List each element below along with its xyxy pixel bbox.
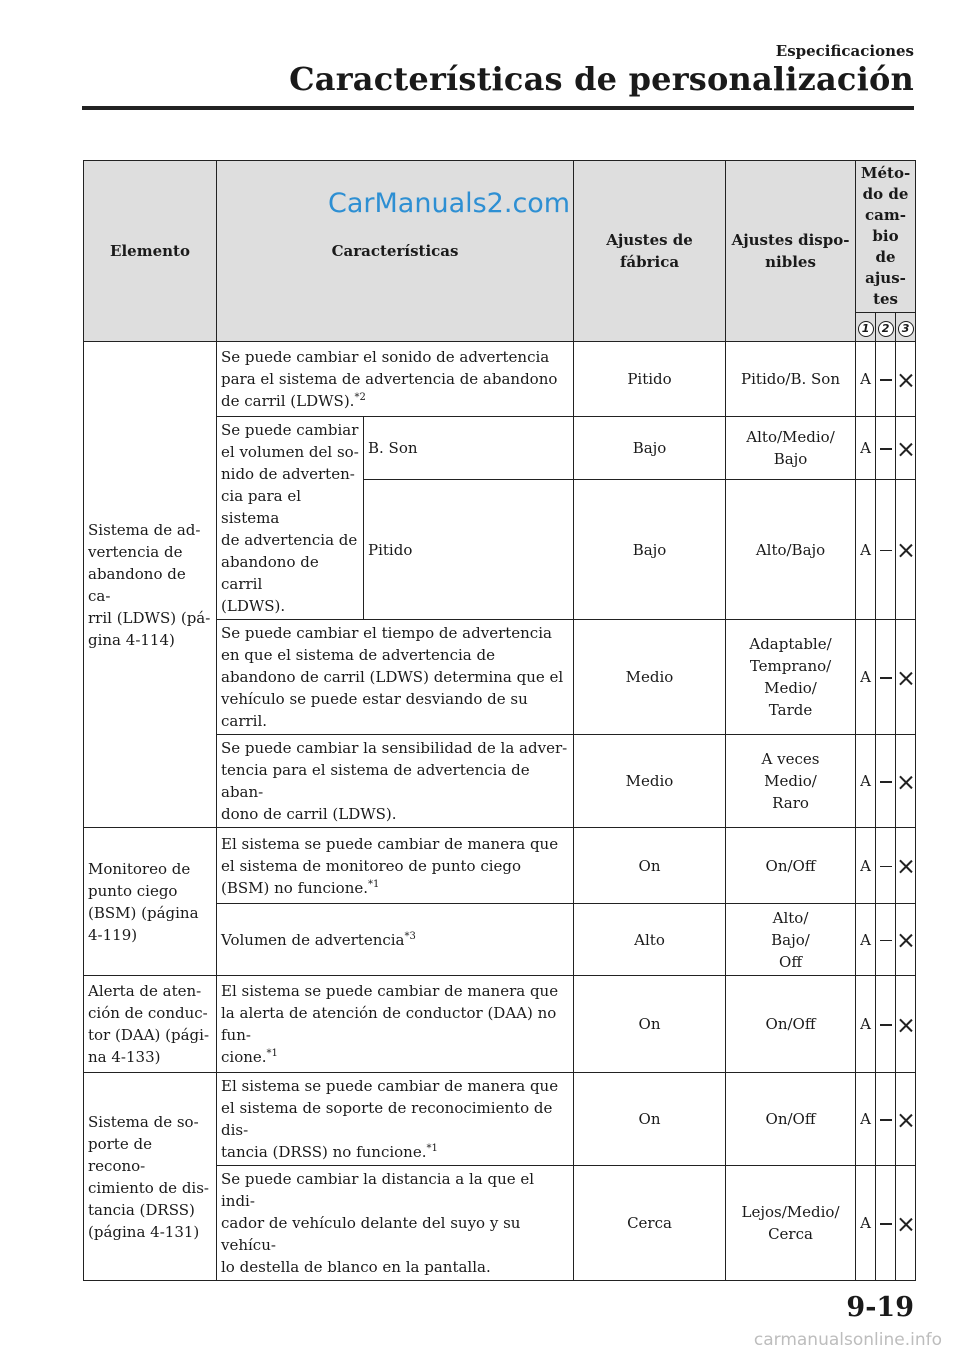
dash-icon	[880, 379, 892, 381]
watermark: CarManuals2.com	[328, 188, 571, 219]
disponibles-cell: On/Off	[726, 976, 856, 1073]
header-caracteristicas: Características	[217, 161, 574, 342]
disponibles-cell: Pitido/B. Son	[726, 342, 856, 417]
method-2-cell	[876, 1166, 896, 1281]
title-rule	[82, 106, 914, 110]
method-3-cell	[896, 342, 916, 417]
dash-icon	[880, 448, 892, 450]
method-1-cell: A	[856, 620, 876, 735]
sub-option-cell: B. Son	[364, 417, 574, 480]
sub-option-cell: Pitido	[364, 480, 574, 620]
header-ajustes-fabrica: Ajustes de fábrica	[574, 161, 726, 342]
method-2-cell	[876, 735, 896, 828]
caracteristica-cell: Se puede cambiar el tiempo de advertencia en que el sistema de advertencia de abandono de carril (LDWS) determina que el vehículo se puede estar desviando de su carril.	[217, 620, 574, 735]
method-3-cell	[896, 904, 916, 976]
disponibles-cell: On/Off	[726, 1073, 856, 1166]
dash-icon	[880, 781, 892, 783]
method-2-cell	[876, 342, 896, 417]
method-1-cell: A	[856, 417, 876, 480]
method-3-cell	[896, 417, 916, 480]
method-2-cell	[876, 417, 896, 480]
disponibles-cell: Alto/ Bajo/ Off	[726, 904, 856, 976]
fabrica-cell: Bajo	[574, 480, 726, 620]
dash-icon	[880, 1024, 892, 1026]
elemento-cell: Sistema de ad- vertencia de abandono de ca- rril (LDWS) (pá- gina 4-114)	[84, 342, 217, 828]
page-title: Características de personalización	[289, 60, 914, 98]
fabrica-cell: Bajo	[574, 417, 726, 480]
disponibles-cell: On/Off	[726, 828, 856, 904]
disponibles-cell: Adaptable/ Temprano/ Medio/ Tarde	[726, 620, 856, 735]
x-mark-icon	[899, 1218, 912, 1231]
fabrica-cell: Medio	[574, 620, 726, 735]
caracteristica-cell: El sistema se puede cambiar de manera que el sistema de monitoreo de punto ciego (BSM) no funcione.$^{*1}$	[217, 828, 574, 904]
fabrica-cell: On	[574, 976, 726, 1073]
caracteristica-cell: Se puede cambiar el volumen del so- nido de adverten- cia para el sistema de advertencia de abandono de carril (LDWS).	[217, 417, 364, 620]
circled-three-icon: 3	[898, 321, 914, 337]
x-mark-icon	[899, 934, 912, 947]
x-mark-icon	[899, 860, 912, 873]
circled-one-icon: 1	[858, 321, 874, 337]
method-3-cell	[896, 1166, 916, 1281]
method-1-cell: A	[856, 1166, 876, 1281]
method-1-cell: A	[856, 1073, 876, 1166]
method-3-cell	[896, 976, 916, 1073]
dash-icon	[880, 677, 892, 679]
method-3-cell	[896, 735, 916, 828]
customization-table	[83, 160, 916, 1281]
method-1-cell: A	[856, 904, 876, 976]
method-2-cell	[876, 976, 896, 1073]
table-row	[84, 342, 916, 417]
method-number-1	[856, 313, 876, 342]
dash-icon	[880, 940, 892, 942]
fabrica-cell: On	[574, 1073, 726, 1166]
table-row	[84, 828, 916, 904]
caracteristica-cell: Volumen de advertencia$^{*3}$	[217, 904, 574, 976]
caracteristica-cell: Se puede cambiar la sensibilidad de la adver- tencia para el sistema de advertencia de aban- dono de carril (LDWS).	[217, 735, 574, 828]
method-1-cell: A	[856, 828, 876, 904]
disponibles-cell: Alto/Medio/ Bajo	[726, 417, 856, 480]
dash-icon	[880, 866, 892, 868]
fabrica-cell: Medio	[574, 735, 726, 828]
dash-icon	[880, 1223, 892, 1225]
caracteristica-cell: El sistema se puede cambiar de manera que la alerta de atención de conductor (DAA) no fun- cione.$^{*1}$	[217, 976, 574, 1073]
circled-two-icon: 2	[878, 321, 894, 337]
x-mark-icon	[899, 672, 912, 685]
section-title: Especificaciones	[775, 42, 914, 60]
method-3-cell	[896, 1073, 916, 1166]
table-row	[84, 1073, 916, 1166]
page-number: 9-19	[846, 1292, 914, 1323]
disponibles-cell: Lejos/Medio/ Cerca	[726, 1166, 856, 1281]
footer-watermark: carmanualsonline.info	[753, 1330, 942, 1350]
fabrica-cell: On	[574, 828, 726, 904]
x-mark-icon	[899, 374, 912, 387]
table-header-row	[84, 161, 916, 313]
disponibles-cell: A veces Medio/ Raro	[726, 735, 856, 828]
elemento-cell: Monitoreo de punto ciego (BSM) (página 4-119)	[84, 828, 217, 976]
fabrica-cell: Alto	[574, 904, 726, 976]
fabrica-cell: Cerca	[574, 1166, 726, 1281]
disponibles-cell: Alto/Bajo	[726, 480, 856, 620]
dash-icon	[880, 1119, 892, 1121]
header-elemento: Elemento	[84, 161, 217, 342]
method-1-cell: A	[856, 976, 876, 1073]
x-mark-icon	[899, 544, 912, 557]
method-number-3	[896, 313, 916, 342]
method-3-cell	[896, 480, 916, 620]
method-2-cell	[876, 828, 896, 904]
method-3-cell	[896, 828, 916, 904]
method-3-cell	[896, 620, 916, 735]
method-1-cell: A	[856, 342, 876, 417]
method-1-cell: A	[856, 735, 876, 828]
method-2-cell	[876, 480, 896, 620]
x-mark-icon	[899, 1114, 912, 1127]
x-mark-icon	[899, 1019, 912, 1032]
header-metodo: Méto- do de cam- bio de ajus- tes	[856, 161, 916, 313]
elemento-cell: Alerta de aten- ción de conduc- tor (DAA) (pági- na 4-133)	[84, 976, 217, 1073]
method-1-cell: A	[856, 480, 876, 620]
table-row	[84, 976, 916, 1073]
caracteristica-cell: Se puede cambiar el sonido de advertencia para el sistema de advertencia de abandono de carril (LDWS).$^{*2}$	[217, 342, 574, 417]
method-2-cell	[876, 620, 896, 735]
caracteristica-cell: Se puede cambiar la distancia a la que el indi- cador de vehículo delante del suyo y su vehícu- lo destella de blanco en la pantalla.	[217, 1166, 574, 1281]
header-ajustes-disponibles: Ajustes dispo- nibles	[726, 161, 856, 342]
caracteristica-cell: El sistema se puede cambiar de manera que el sistema de soporte de reconocimiento de dis- tancia (DRSS) no funcione.$^{*1}$	[217, 1073, 574, 1166]
dash-icon	[880, 550, 892, 552]
x-mark-icon	[899, 776, 912, 789]
fabrica-cell: Pitido	[574, 342, 726, 417]
method-2-cell	[876, 904, 896, 976]
x-mark-icon	[899, 443, 912, 456]
elemento-cell: Sistema de so- porte de recono- cimiento de dis- tancia (DRSS) (página 4-131)	[84, 1073, 217, 1281]
method-number-2	[876, 313, 896, 342]
method-2-cell	[876, 1073, 896, 1166]
